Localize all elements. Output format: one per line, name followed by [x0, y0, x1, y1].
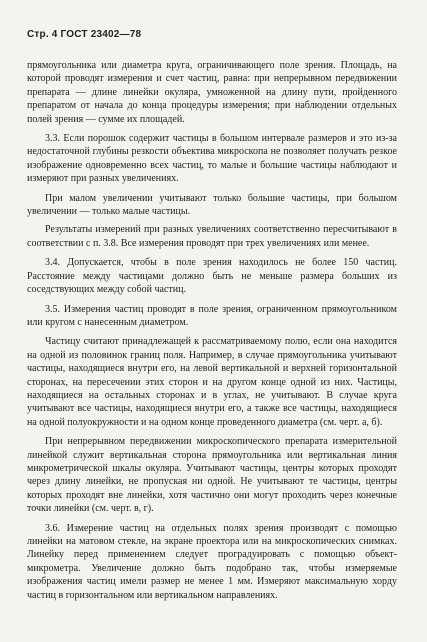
paragraph-3-3: 3.3. Если порошок содержит частицы в большом интервале размеров и это из-за недостаточной глубины резкости объектива микроскопа не позволяет получать резкое изображение одновременно всех частиц, то малые и большие частицы наблюдают и измеряют при разных увеличениях.	[27, 133, 397, 185]
paragraph-3-6: 3.6. Измерение частиц на отдельных полях зрения производят с помощью линейки на матовом стекле, на экране проектора или на микроскопических снимках. Линейку перед применением следует проградуировать с помощью объект-микрометра. Увеличение должно быть подобрано так, чтобы измеряемые изображения частиц имели размер не менее 1 мм. Измеряют максимальную хорду частиц в горизонтальном или вертикальном направлениях.	[27, 522, 397, 601]
paragraph-results: Результаты измерений при разных увеличениях соответственно пересчитывают в соответствии с п. 3.8. Все измерения проводят при трех увеличениях или менее.	[27, 224, 397, 249]
paragraph-continuous-movement: При непрерывном передвижении микроскопического препарата измерительной линейкой служит вертикальная сторона прямоугольника или вертикальная линия микрометрической шкалы окуляра. Учитывают частицы, центры которых проходят через длину линейки, не пропуская ни одной. Не учитывают те частицы, центры которых проходят вне линейки, хотя частично они могут проходить через конечные точки линейки (см. черт. в, г).	[27, 436, 397, 515]
paragraph-3-4: 3.4. Допускается, чтобы в поле зрения находилось не более 150 частиц. Расстояние между частицами должно быть не меньше размера больших из соседствующих между собой частиц.	[27, 257, 397, 296]
page-header: Стр. 4 ГОСТ 23402—78	[27, 29, 142, 40]
paragraph-3-5: 3.5. Измерения частиц проводят в поле зрения, ограниченном прямоугольником или кругом с нанесенным диаметром.	[27, 303, 397, 328]
paragraph-particle-field: Частицу считают принадлежащей к рассматриваемому полю, если она находится на одной из половинок границ поля. Например, в случае прямоугольника учитывают частицы, находящиеся внутри его, на левой вертикальной и верхней горизонтальной сторонах, на пересечении этих сторон и на другом конце одной из них. Частицы, находящиеся на остальных сторонах и в углах, не учитывают. В случае круга учитывают все частицы, находящиеся внутри его, а также все частицы, находящиеся на одной полуокружности и на одном конце проведенного диаметра (см. черт. а, б).	[27, 336, 397, 428]
paragraph-continuation: прямоугольника или диаметра круга, ограничивающего поле зрения. Площадь, на которой проводят измерения и счет частиц, равна: при непрерывном передвижении препарата — длине линейки окуляра, умноженной на длину пути, пройденного препаратом от начала до конца процедуры измерения; при наблюдении отдельных полей зрения — сумме их площадей.	[27, 60, 397, 125]
paragraph-low-magnification: При малом увеличении учитывают только большие частицы, при большом увеличении — только малые частицы.	[27, 192, 397, 218]
